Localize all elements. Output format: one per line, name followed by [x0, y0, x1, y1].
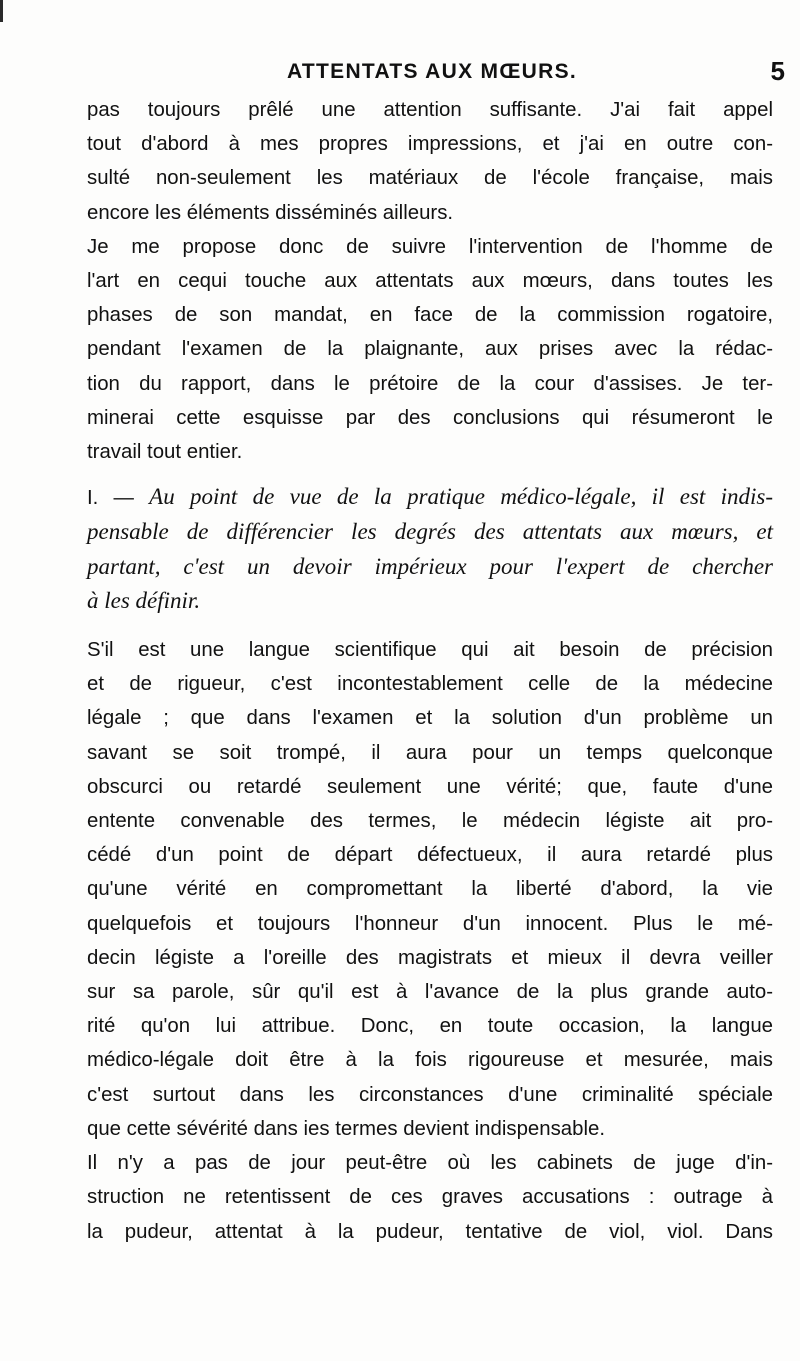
- heading-text: à les définir.: [87, 587, 201, 613]
- body-text: [87, 93, 773, 1249]
- text-line: rité qu'on lui attribue. Donc, en toute occasion, la langue: [87, 1015, 773, 1038]
- text-line: tion du rapport, dans le prétoire de la cour d'assises. Je ter-: [87, 372, 773, 395]
- text-line: cédé d'un point de départ défectueux, il aura retardé plus: [87, 844, 773, 867]
- text-line: encore les éléments disséminés ailleurs.: [87, 201, 454, 224]
- heading-text: Au point de vue de la pratique médico-légale, il est indis-: [149, 484, 773, 510]
- text-line: decin légiste a l'oreille des magistrats et mieux il devra veiller: [87, 946, 773, 969]
- text-line: entente convenable des termes, le médecin légiste ait pro-: [87, 810, 773, 833]
- text-line: minerai cette esquisse par des conclusions qui résumeront le: [87, 406, 773, 429]
- paragraph-continuation: [87, 93, 773, 230]
- text-line: que cette sévérité dans ies termes devient indispensable.: [87, 1117, 605, 1140]
- text-line: sulté non-seulement les matériaux de l'école française, mais: [87, 167, 773, 190]
- text-line: légale ; que dans l'examen et la solution d'un problème un: [87, 707, 773, 730]
- text-line: pendant l'examen de la plaignante, aux prises avec la rédac-: [87, 338, 773, 361]
- text-line: médico-légale doit être à la fois rigoureuse et mesurée, mais: [87, 1049, 773, 1072]
- page-number: 5: [770, 56, 785, 86]
- text-line: phases de son mandat, en face de la commission rogatoire,: [87, 304, 773, 327]
- section-heading: [87, 480, 773, 618]
- text-line: tout d'abord à mes propres impressions, et j'ai en outre con-: [87, 133, 773, 156]
- text-line: l'art en cequi touche aux attentats aux mœurs, dans toutes les: [87, 270, 773, 293]
- heading-text: pensable de différencier les degrés des attentats aux mœurs, et: [87, 519, 773, 545]
- text-line: quelquefois et toujours l'honneur d'un innocent. Plus le mé-: [87, 912, 773, 935]
- running-title: ATTENTATS AUX MŒURS.: [286, 60, 578, 83]
- text-line: c'est surtout dans les circonstances d'une criminalité spéciale: [87, 1083, 773, 1106]
- text-line: savant se soit trompé, il aura pour un temps quelconque: [87, 741, 773, 764]
- page-header: [87, 56, 785, 88]
- text-line: struction ne retentissent de ces graves accusations : outrage à: [87, 1186, 773, 1209]
- section-number: I. —: [87, 487, 150, 510]
- text-line: obscurci ou retardé seulement une vérité; que, faute d'une: [87, 775, 773, 798]
- text-line: et de rigueur, c'est incontestablement celle de la médecine: [87, 673, 773, 696]
- text-line: la pudeur, attentat à la pudeur, tentative de viol, viol. Dans: [87, 1220, 773, 1243]
- heading-text: partant, c'est un devoir impérieux pour l'expert de chercher: [87, 553, 773, 579]
- page-edge-mark: [0, 0, 3, 22]
- text-line: pas toujours prêlé une attention suffisante. J'ai fait appel: [87, 99, 773, 121]
- text-line: sur sa parole, sûr qu'il est à l'avance de la plus grande auto-: [87, 981, 773, 1004]
- text-line: [87, 480, 773, 515]
- text-line: S'il est une langue scientifique qui ait besoin de précision: [87, 639, 773, 662]
- text-line: travail tout entier.: [87, 441, 243, 464]
- paragraph: [87, 1146, 773, 1249]
- paragraph: [87, 230, 773, 469]
- text-line: qu'une vérité en compromettant la liberté d'abord, la vie: [87, 878, 773, 901]
- text-line: Je me propose donc de suivre l'intervention de l'homme de: [87, 235, 773, 258]
- text-line: Il n'y a pas de jour peut-être où les cabinets de juge d'in-: [87, 1152, 773, 1175]
- paragraph: [87, 633, 773, 1146]
